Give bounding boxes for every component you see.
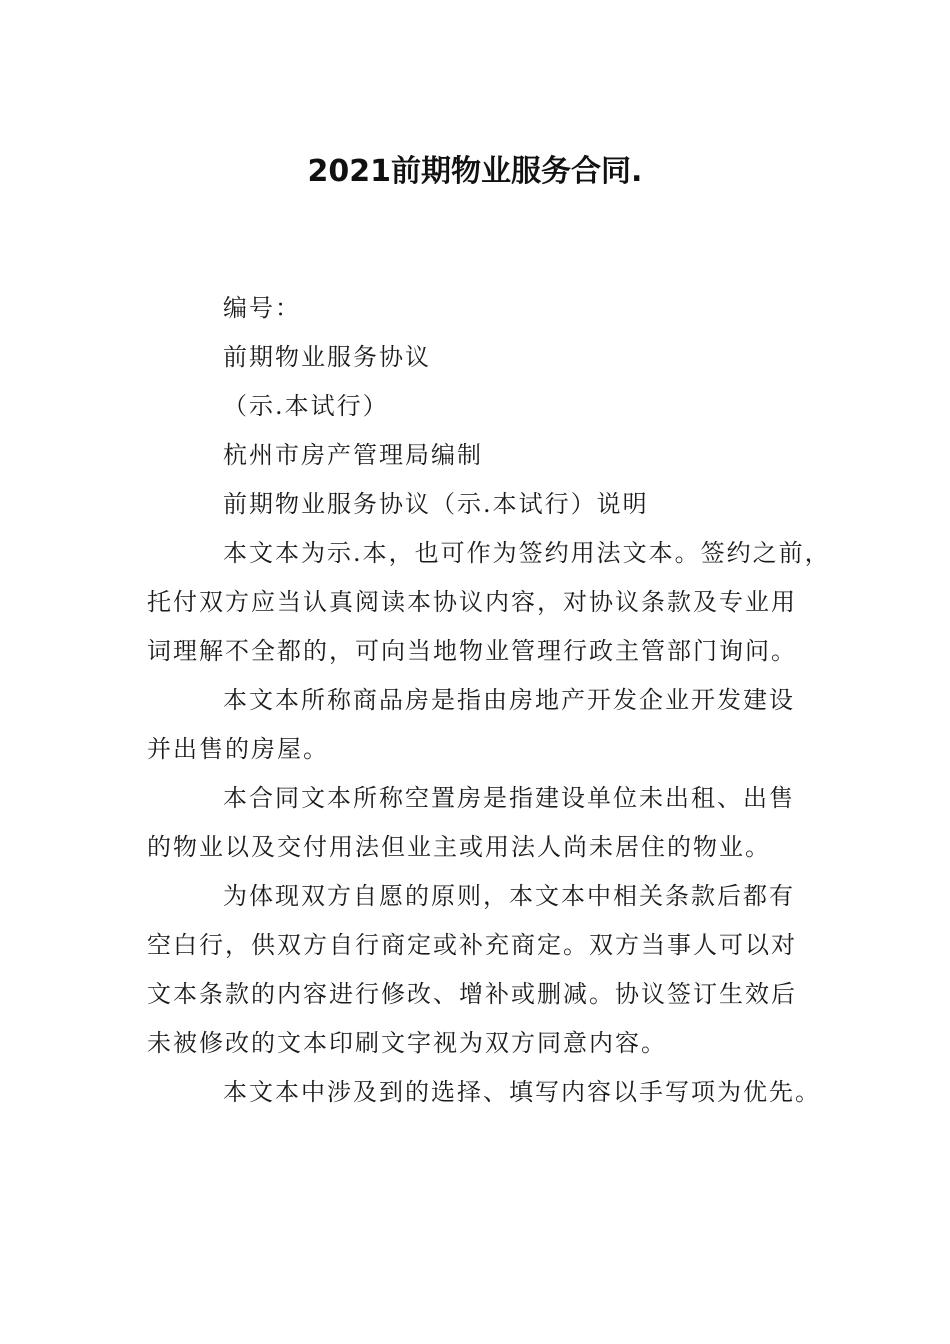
paragraph-line: 本文本中涉及到的选择、填写内容以手写项为优先。: [223, 1078, 821, 1106]
paragraph-line: 本合同文本所称空置房是指建设单位未出租、出售: [223, 784, 795, 812]
paragraph-line: 文本条款的内容进行修改、增补或删减。协议签订生效后: [147, 980, 797, 1008]
serial-number-label: 编号：: [223, 294, 301, 322]
paragraph-line: 托付双方应当认真阅读本协议内容，对协议条款及专业用: [147, 588, 797, 616]
paragraph-line: 词理解不全都的，可向当地物业管理行政主管部门询问。: [147, 637, 797, 665]
agreement-name: 前期物业服务协议: [223, 343, 431, 371]
paragraph-line: 为体现双方自愿的原则，本文本中相关条款后都有: [223, 882, 795, 910]
section-heading: 前期物业服务协议（示.本试行）说明: [223, 490, 649, 518]
paragraph-line: 未被修改的文本印刷文字视为双方同意内容。: [147, 1029, 667, 1057]
document-title: 2021前期物业服务合同.: [307, 154, 643, 190]
issuer-line: 杭州市房产管理局编制: [223, 441, 483, 469]
paragraph-line: 的物业以及交付用法但业主或用法人尚未居住的物业。: [147, 833, 771, 861]
sample-note: （示.本试行）: [223, 392, 389, 420]
paragraph-line: 空白行，供双方自行商定或补充商定。双方当事人可以对: [147, 931, 797, 959]
document-body: [147, 284, 837, 1117]
paragraph-line: 本文本为示.本，也可作为签约用法文本。签约之前，: [223, 539, 831, 567]
paragraph-line: 本文本所称商品房是指由房地产开发企业开发建设: [223, 686, 795, 714]
paragraph-line: 并出售的房屋。: [147, 735, 329, 763]
